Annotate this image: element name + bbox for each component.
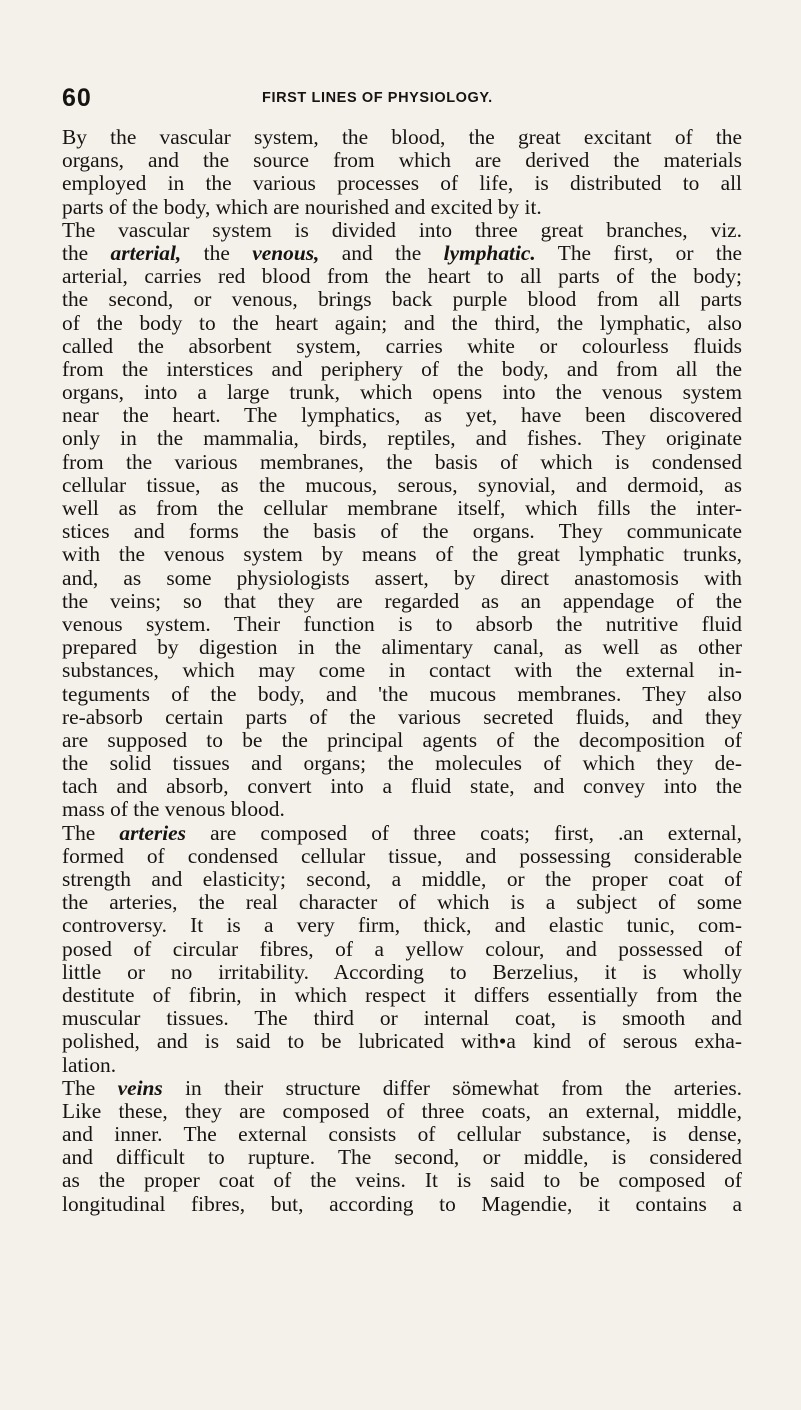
text-line [62, 335, 742, 358]
text-span: strength and elasticity; second, a middle, or the proper coat of [62, 868, 742, 891]
text-span: from the interstices and periphery of the body, and from all the [62, 357, 742, 381]
text-line [62, 288, 742, 311]
text-span: with the venous system by means of the great lymphatic trunks, [62, 543, 742, 567]
text-span: cellular tissue, as the mucous, serous, synovial, and dermoid, as [62, 473, 742, 497]
running-head [62, 84, 742, 110]
text-line [62, 961, 742, 984]
italic-term: venous, [252, 241, 320, 265]
text-span: parts of the body, which are nourished and excited by it. [62, 195, 542, 219]
text-line [62, 404, 742, 427]
italic-term: veins [117, 1076, 163, 1100]
text-line [62, 706, 742, 729]
text-line [62, 242, 742, 265]
text-span: Like these, they are composed of three coats, an external, middle, [62, 1099, 742, 1123]
text-span: organs, and the source from which are derived the materials [62, 149, 742, 173]
text-span: the arteries, the real character of which is a subject of some [62, 891, 742, 915]
text-line [62, 265, 742, 288]
text-line [62, 474, 742, 497]
text-span: and, as some physiologists assert, by direct anastomosis with [62, 566, 742, 590]
text-line [62, 567, 742, 590]
text-line [62, 752, 742, 775]
page-number: 60 [62, 84, 92, 112]
text-span: are supposed to be the principal agents of the decomposition of [62, 728, 742, 752]
text-line [62, 520, 742, 543]
text-span: employed in the various processes of life, is distributed to all [62, 172, 742, 196]
text-line [62, 984, 742, 1007]
italic-term: arterial, [110, 241, 182, 265]
text-line [62, 845, 742, 868]
text-line [62, 891, 742, 914]
text-line [62, 1100, 742, 1123]
text-line [62, 497, 742, 520]
text-span: only in the mammalia, birds, reptiles, and fishes. They originate [62, 427, 742, 451]
text-line [62, 451, 742, 474]
text-line [62, 427, 742, 450]
text-line [62, 381, 742, 404]
text-span: little or no irritability. According to Berzelius, it is wholly [62, 960, 742, 984]
text-span: the veins; so that they are regarded as an appendage of the [62, 589, 742, 613]
text-span: controversy. It is a very firm, thick, and elastic tunic, com- [62, 914, 742, 938]
text-line [62, 149, 742, 172]
text-span: venous system. Their function is to absorb the nutritive fluid [62, 612, 742, 636]
text-line [62, 1146, 742, 1169]
text-line [62, 312, 742, 335]
text-line [62, 1169, 742, 1192]
text-line [62, 590, 742, 613]
text-span: the [181, 241, 253, 265]
text-line [62, 126, 742, 149]
text-span: lation. [62, 1053, 117, 1077]
text-span: organs, into a large trunk, which opens into the venous system [62, 381, 742, 405]
text-line [62, 543, 742, 566]
body-text [62, 126, 742, 1216]
text-span: and the [319, 241, 444, 265]
text-span: the second, or venous, brings back purple blood from all parts [62, 288, 742, 312]
text-span: polished, and is said to be lubricated with•a kind of serous exha- [62, 1030, 742, 1054]
text-span: re-absorb certain parts of the various secreted fluids, and they [62, 705, 742, 729]
text-line [62, 798, 742, 821]
text-span: prepared by digestion in the alimentary canal, as well as other [62, 636, 742, 660]
text-line [62, 914, 742, 937]
text-span: and difficult to rupture. The second, or middle, is considered [62, 1146, 742, 1170]
text-span: well as from the cellular membrane itself, which fills the inter- [62, 497, 742, 520]
text-line [62, 1193, 742, 1216]
text-span: from the various membranes, the basis of which is condensed [62, 450, 742, 474]
italic-term: lymphatic. [443, 241, 536, 265]
text-span: destitute of fibrin, in which respect it differs essentially from the [62, 983, 742, 1007]
text-line [62, 659, 742, 682]
text-line [62, 1054, 742, 1077]
text-span: are composed of three coats; first, .an external, [185, 821, 742, 845]
text-line [62, 1077, 742, 1100]
text-line [62, 775, 742, 798]
text-span: muscular tissues. The third or internal coat, is smooth and [62, 1007, 742, 1031]
text-line [62, 938, 742, 961]
text-line [62, 868, 742, 891]
text-line [62, 729, 742, 752]
running-title: FIRST LINES OF PHYSIOLOGY. [262, 90, 493, 106]
text-span: formed of condensed cellular tissue, and possessing considerable [62, 844, 742, 868]
text-span: The [62, 1076, 118, 1100]
text-span: posed of circular fibres, of a yellow colour, and possessed of [62, 937, 742, 961]
text-span: The vascular system is divided into three great branches, viz. [62, 218, 742, 242]
text-span: of the body to the heart again; and the third, the lymphatic, also [62, 311, 742, 335]
text-line [62, 822, 742, 845]
text-line [62, 1007, 742, 1030]
italic-term: arteries [119, 821, 186, 845]
text-span: in their structure differ sömewhat from the arteries. [162, 1076, 742, 1100]
text-line [62, 172, 742, 195]
text-span: the [62, 241, 111, 265]
text-span: mass of the venous blood. [62, 798, 285, 822]
text-span: The first, or the [535, 241, 742, 265]
text-line [62, 358, 742, 381]
text-span: The [62, 821, 120, 845]
text-span: the solid tissues and organs; the molecules of which they de- [62, 752, 742, 776]
text-span: stices and forms the basis of the organs. They communicate [62, 520, 742, 544]
text-line [62, 683, 742, 706]
text-line [62, 613, 742, 636]
text-line [62, 1030, 742, 1053]
text-span: longitudinal fibres, but, according to Magendie, it contains a [62, 1192, 742, 1216]
text-span: arterial, carries red blood from the heart to all parts of the body; [62, 265, 742, 289]
text-span: substances, which may come in contact with the external in- [62, 659, 742, 683]
text-span: By the vascular system, the blood, the great excitant of the [62, 126, 742, 149]
text-line [62, 196, 742, 219]
text-span: tach and absorb, convert into a fluid state, and convey into the [62, 775, 742, 799]
text-line [62, 636, 742, 659]
text-span: near the heart. The lymphatics, as yet, have been discovered [62, 404, 742, 428]
text-line [62, 1123, 742, 1146]
text-span: as the proper coat of the veins. It is said to be composed of [62, 1169, 742, 1193]
text-line [62, 219, 742, 242]
text-span: teguments of the body, and 'the mucous membranes. They also [62, 682, 742, 706]
text-span: called the absorbent system, carries white or colourless fluids [62, 334, 742, 358]
text-span: and inner. The external consists of cellular substance, is dense, [62, 1123, 742, 1147]
